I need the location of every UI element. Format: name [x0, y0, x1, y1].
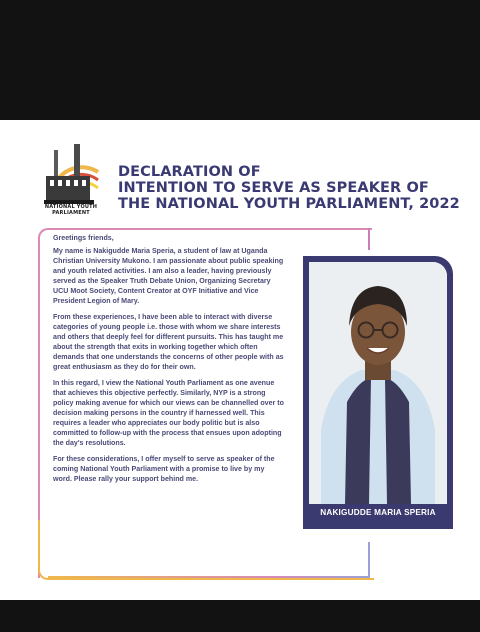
paragraph-intro: My name is Nakigudde Maria Speria, a student of law at Uganda Christian University Mukono. I am passionate about public speaking and youth related activities. I am also a leader, having previously served as the Speaker Truth Debate Union, Organizing Secretary UCU Moot Society, Content Creator at OYF Initiative and Vice President Legion of Mary.	[53, 247, 284, 305]
greeting: Greetings friends,	[53, 234, 114, 242]
title-line-2: INTENTION TO SERVE AS SPEAKER OF	[118, 180, 429, 196]
title-line-1: DECLARATION OF	[118, 164, 261, 180]
candidate-photo-frame	[303, 256, 453, 529]
letter-frame-right-bottom	[368, 542, 370, 576]
declaration-poster	[0, 120, 480, 600]
letter-frame-right-top	[368, 228, 370, 250]
letter-frame-bottom	[38, 520, 374, 580]
logo-caption: NATIONAL YOUTH PARLIAMENT	[44, 204, 98, 216]
candidate-photo	[309, 262, 447, 504]
paragraph-closing: For these considerations, I offer myself to serve as speaker of the coming National Youth Parliament with a promise to live by my word. Please rally your support behind me.	[53, 455, 275, 483]
page-title	[118, 164, 468, 212]
paragraph-experience: From these experiences, I have been able to interact with diverse categories of young people i.e. those with whom we share interests and others that deeply feel for different pursuits. This has taught me about the strength that exits in working together which often demands that one understands the concerns of other people with as great enthusiasm as they do for their own.	[53, 313, 284, 371]
candidate-name: NAKIGUDDE MARIA SPERIA	[320, 508, 436, 517]
paragraph-nyp: In this regard, I view the National Youth Parliament as one avenue that achieves this objective perfectly. Similarly, NYP is a strong policy making avenue for which our views can be channelled over to decision making persons in the country if harnessed well. This requires a leader who appreciates our body politic but is also committed to follow-up with the process that ensues upon adopting the day's resolutions.	[53, 379, 285, 447]
letter-body	[53, 233, 285, 490]
letter-frame-bottom-edge	[48, 576, 370, 578]
title-line-3: THE NATIONAL YOUTH PARLIAMENT, 2022	[118, 196, 460, 212]
